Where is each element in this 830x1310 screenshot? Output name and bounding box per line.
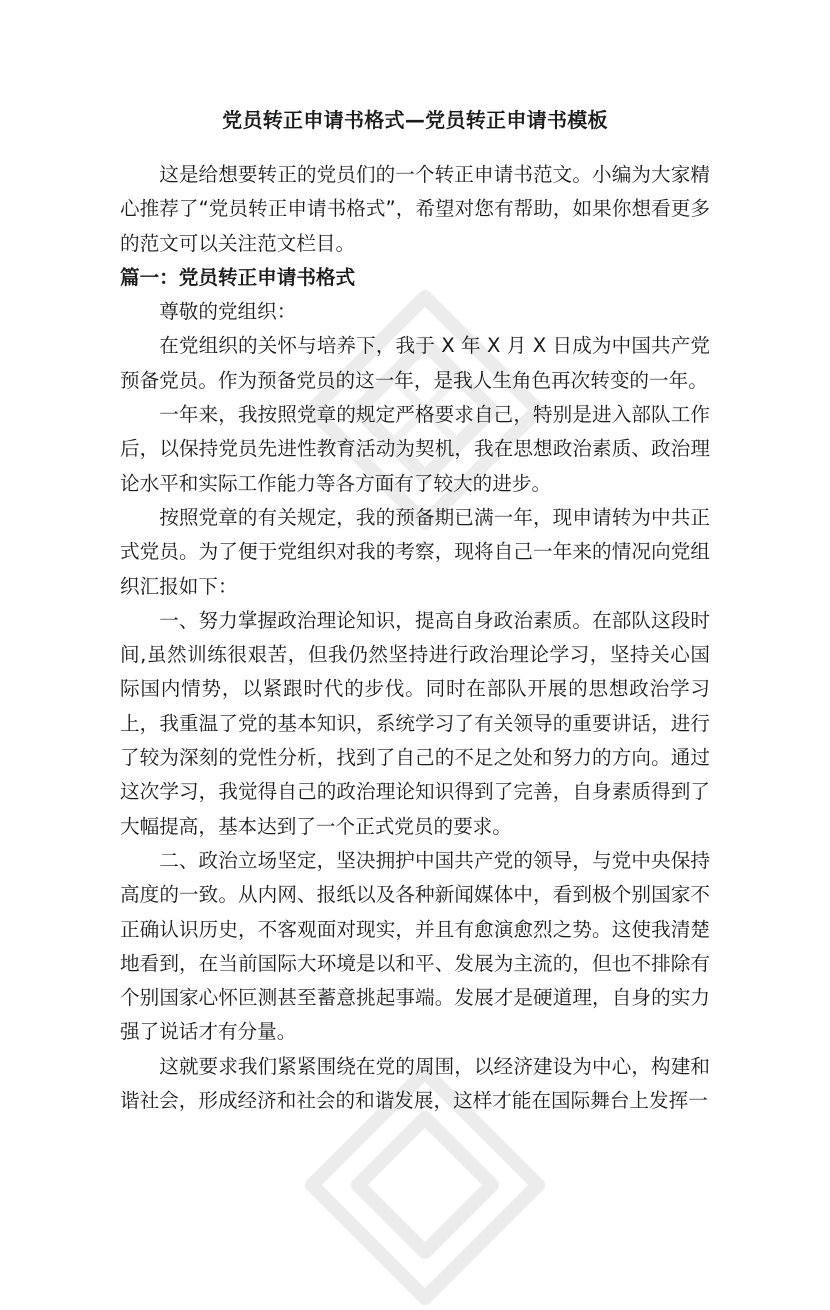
intro-paragraph: 这是给想要转正的党员们的一个转正申请书范文。小编为大家精心推荐了“党员转正申请书格式”，希望对您有帮助，如果你想看更多的范文可以关注范文栏目。 (120, 163, 710, 255)
body-paragraph: 这就要求我们紧紧围绕在党的周围，以经济建设为中心，构建和谐社会，形成经济和社会的和谐发展，这样才能在国际舞台上发挥一 (120, 1054, 710, 1113)
salutation: 尊敬的党组织： (159, 300, 297, 324)
document-title: 党员转正申请书格式—党员转正申请书模板 (222, 108, 608, 132)
body-paragraph: 在党组织的关怀与培养下，我于 X 年 X 月 X 日成为中国共产党预备党员。作为预备党员的这一年，是我人生角色再次转变的一年。 (120, 334, 710, 392)
body-paragraph: 二、政治立场坚定，坚决拥护中国共产党的领导，与党中央保持高度的一致。从内网、报纸以及各种新闻媒体中，看到极个别国家不正确认识历史，不客观面对现实，并且有愈演愈烈之势。这使我清楚地看到，在当前国际大环境是以和平、发展为主流的，但也不排除有个别国家心怀叵测甚至蓄意挑起事端。发展才是硬道理，自身的实力强了说话才有分量。 (120, 848, 710, 1044)
document-body (120, 104, 710, 1118)
body-paragraph: 一、努力掌握政治理论知识，提高自身政治素质。在部队这段时间,虽然训练很艰苦，但我仍然坚持进行政治理论学习，坚持关心国际国内情势，以紧跟时代的步伐。同时在部队开展的思想政治学习上，我重温了党的基本知识，系统学习了有关领导的重要讲话，进行了较为深刻的党性分析，找到了自己的不足之处和努力的方向。通过这次学习，我觉得自己的政治理论知识得到了完善，自身素质得到了大幅提高，基本达到了一个正式党员的要求。 (120, 608, 710, 838)
body-paragraph: 按照党章的有关规定，我的预备期已满一年，现申请转为中共正式党员。为了便于党组织对我的考察，现将自己一年来的情况向党组织汇报如下： (120, 505, 710, 598)
body-paragraph: 一年来，我按照党章的规定严格要求自己，特别是进入部队工作后，以保持党员先进性教育活动为契机，我在思想政治素质、政治理论水平和实际工作能力等各方面有了较大的进步。 (120, 403, 710, 495)
section-heading: 篇一：党员转正申请书格式 (120, 265, 356, 289)
